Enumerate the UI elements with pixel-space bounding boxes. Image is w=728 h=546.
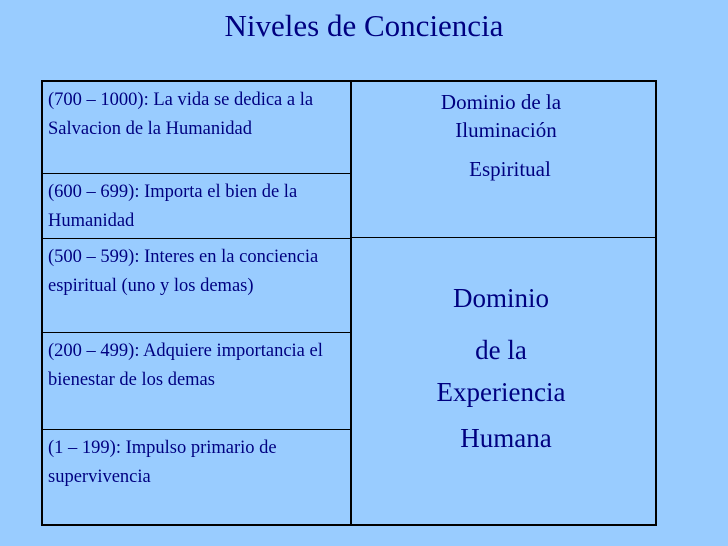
domains-column	[351, 80, 657, 526]
page-title: Niveles de Conciencia	[224, 8, 504, 43]
level-row-600-699: (600 – 699): Importa el bien de la Humanidad	[43, 173, 350, 238]
domain-human-experience	[351, 238, 655, 526]
domain-lower-line2: de la	[475, 335, 527, 365]
level-row-200-499: (200 – 499): Adquiere importancia el bienestar de los demas	[43, 332, 350, 429]
level-row-500-599: (500 – 599): Interes en la conciencia espiritual (uno y los demas)	[43, 238, 350, 332]
level-row-1-199: (1 – 199): Impulso primario de supervivencia	[43, 429, 350, 526]
levels-column	[41, 80, 352, 526]
domain-lower-line3: Experiencia	[436, 377, 566, 407]
domain-lower-line1: Dominio	[452, 283, 549, 313]
domain-upper-line1: Dominio de la	[440, 90, 562, 114]
domain-lower-line4: Humana	[460, 423, 552, 453]
domain-upper-line3: Espiritual	[469, 157, 551, 181]
level-row-700-1000: (700 – 1000): La vida se dedica a la Salvacion de la Humanidad	[48, 90, 314, 139]
domain-spiritual-illumination	[351, 82, 655, 238]
domain-upper-line2: Iluminación	[455, 118, 557, 142]
